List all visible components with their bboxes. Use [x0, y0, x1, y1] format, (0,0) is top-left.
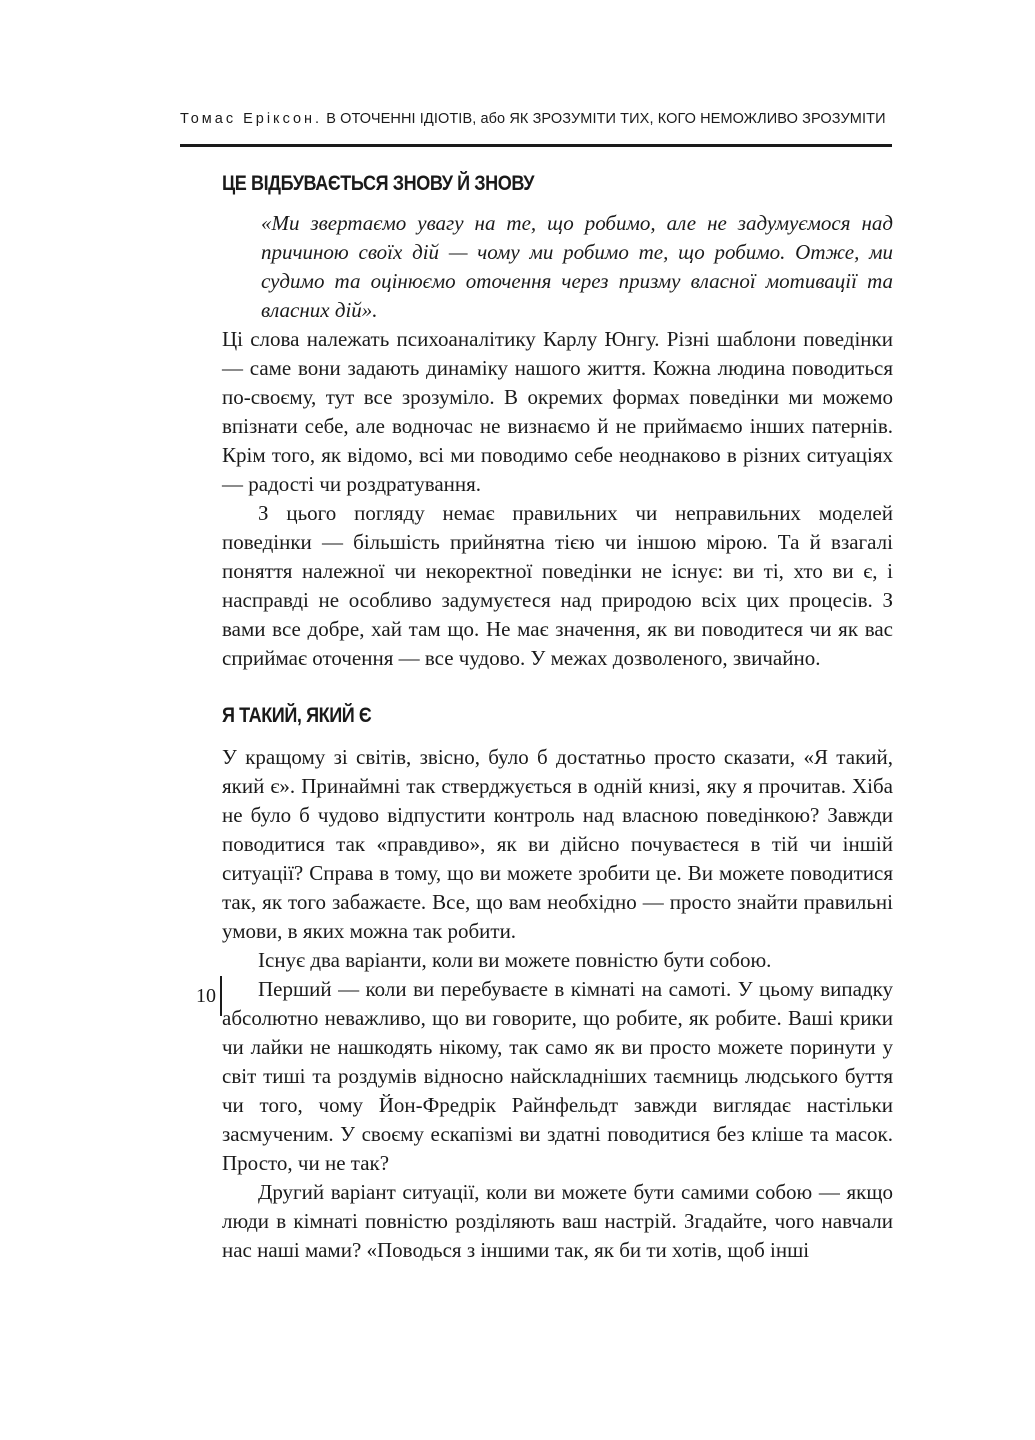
section-1-body: [222, 325, 893, 673]
section-2-body: [222, 743, 893, 1265]
running-header: [180, 111, 892, 127]
paragraph: Ці слова належать психоаналітику Карлу Юнгу. Різні шаблони поведінки — саме вони задають динаміку нашого життя. Кожна людина поводиться по-своєму, тут все зрозуміло. В окремих формах поведінки ми можемо впізнати себе, але водночас не визнаємо й не приймаємо інших патернів. Крім того, як відомо, всі ми поводимо себе неоднаково в різних ситуаціях — радості чи роздратування.: [222, 327, 893, 496]
paragraph: У кращому зі світів, звісно, було б достатньо просто сказати, «Я такий, який є». Принаймні так стверджується в одній книзі, яку я прочитав. Хіба не було б чудово відпустити контроль над власною поведінкою? Завжди поводитися так «правдиво», як ви дійсно почуваєтеся в тій чи іншій ситуації? Справа в тому, що ви можете зробити це. Ви можете поводитися так, як того забажаєте. Все, що вам необхідно — просто знайти правильні умови, в яких можна так робити.: [222, 745, 893, 943]
paragraph: Другий варіант ситуації, коли ви можете бути самими собою — якщо люди в кімнаті повністю розділяють ваш настрій. Згадайте, чого навчали нас наші мами? «Поводься з іншими так, як би ти хотів, щоб інші: [222, 1180, 893, 1262]
page-number: 10: [196, 985, 216, 1007]
header-rule: [180, 144, 892, 147]
paragraph: З цього погляду немає правильних чи неправильних моделей поведінки — більшість прийнятна тією чи іншою мірою. Та й взагалі поняття належної чи некоректної поведінки не існує: ви ті, хто ви є, і насправді не особливо задумуєтеся над природою всіх цих процесів. З вами все добре, хай там що. Не має значення, як ви поводитеся чи як вас сприймає оточення — все чудово. У межах дозволеного, звичайно.: [222, 501, 893, 670]
paragraph: Існує два варіанти, коли ви можете повністю бути собою.: [258, 948, 772, 972]
paragraph: Перший — коли ви перебуваєте в кімнаті на самоті. У цьому випадку абсолютно неважливо, що ви говорите, що робите, як робите. Ваші крики чи лайки не нашкодять нікому, так само як ви просто можете поринути у світ тиші та роздумів відносно найскладніших таємниць людського буття чи того, чому Йон-Фредрік Райнфельдт завжди виглядає настільки засмученим. У своєму ескапізмі ви здатні поводитися без кліше та масок. Просто, чи не так?: [222, 977, 893, 1175]
running-header-author: Томас Еріксон.: [180, 111, 323, 127]
running-header-title: В ОТОЧЕННІ ІДІОТІВ, або ЯК ЗРОЗУМІТИ ТИХ, КОГО НЕМОЖЛИВО ЗРОЗУМІТИ: [326, 111, 886, 127]
page-number-rule: [220, 976, 222, 1016]
epigraph-quote: «Ми звертаємо увагу на те, що робимо, але не задумуємося над причиною своїх дій — чому ми робимо те, що робимо. Отже, ми судимо та оцінюємо оточення через призму власної мотивації та власних дій».: [261, 211, 893, 322]
section-heading-1: ЦЕ ВІДБУВАЄТЬСЯ ЗНОВУ Й ЗНОВУ: [222, 172, 535, 195]
section-heading-2: Я ТАКИЙ, ЯКИЙ Є: [222, 704, 372, 727]
